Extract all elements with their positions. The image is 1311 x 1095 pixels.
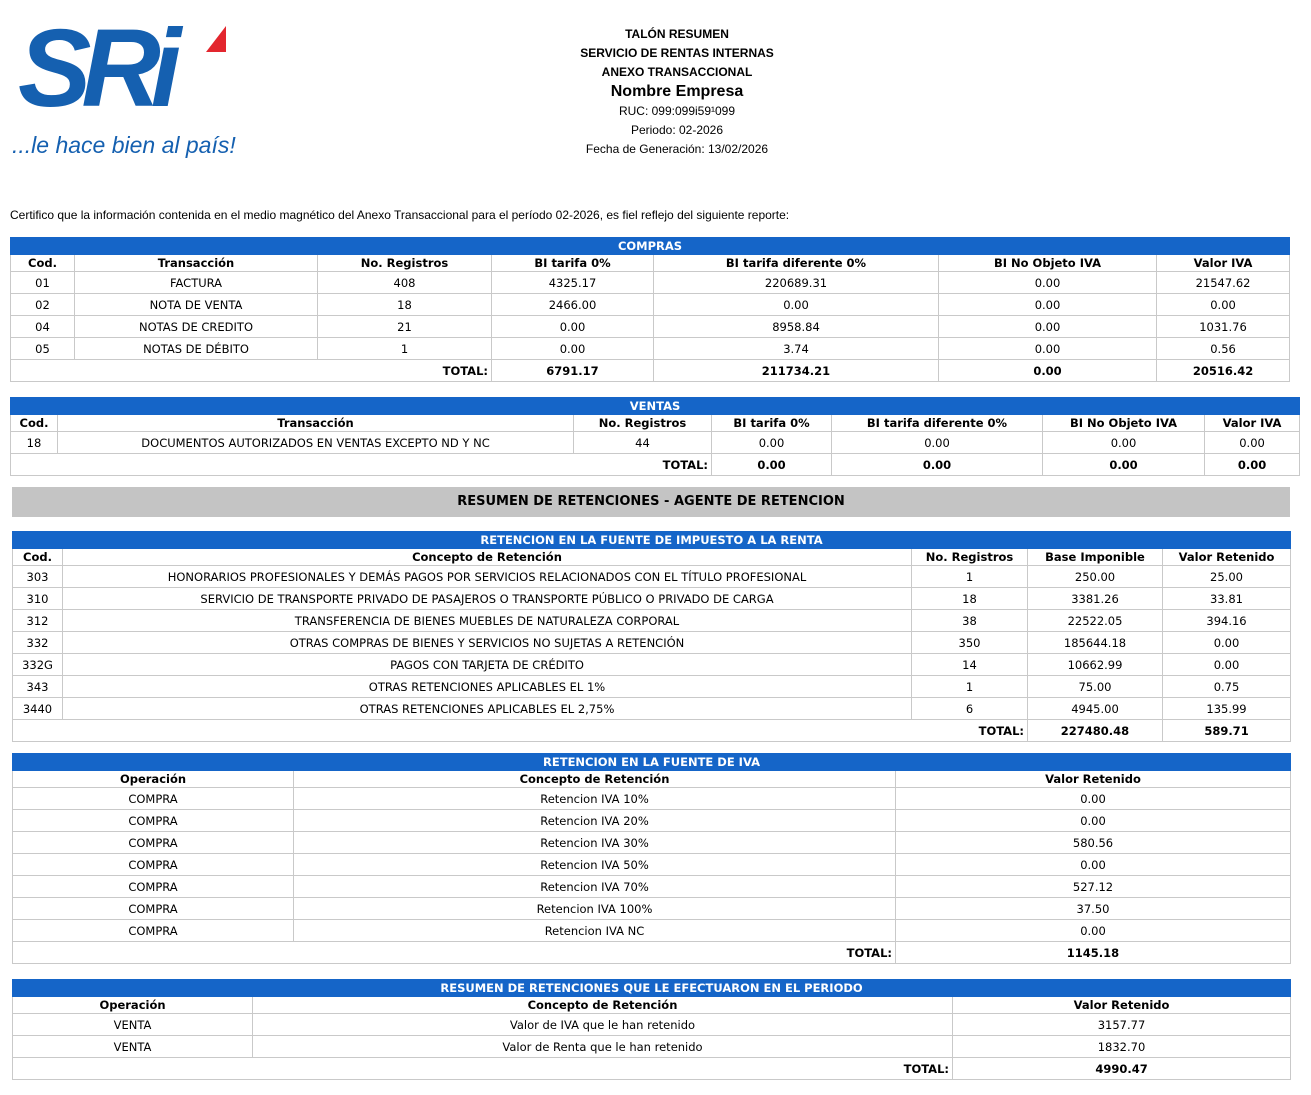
- efectuaron-cell: 3157.77: [953, 1014, 1291, 1036]
- compras-cell: 0.00: [939, 338, 1157, 360]
- retencion-renta-table: [12, 531, 1291, 742]
- ventas-cell: 0.00: [1205, 432, 1300, 454]
- compras-cell: 0.00: [492, 316, 654, 338]
- total-value: 4990.47: [953, 1058, 1291, 1080]
- efectuaron-cell: 1832.70: [953, 1036, 1291, 1058]
- renta-cell: 343: [13, 676, 63, 698]
- table-row: [13, 832, 1291, 854]
- renta-cell: 185644.18: [1028, 632, 1163, 654]
- renta-cell: 4945.00: [1028, 698, 1163, 720]
- compras-cell: 18: [318, 294, 492, 316]
- renta-header-row: [13, 549, 1291, 566]
- renta-cell: 135.99: [1163, 698, 1291, 720]
- iva-cell: COMPRA: [13, 920, 294, 942]
- iva-col-header: Valor Retenido: [896, 771, 1291, 788]
- renta-col-header: No. Registros: [912, 549, 1028, 566]
- compras-cell: 2466.00: [492, 294, 654, 316]
- efectuaron-col-header: Operación: [13, 997, 253, 1014]
- table-row: [13, 654, 1291, 676]
- ventas-col-header: BI No Objeto IVA: [1043, 415, 1205, 432]
- table-row: [11, 432, 1300, 454]
- table-row: [13, 810, 1291, 832]
- table-row: [13, 566, 1291, 588]
- renta-cell: OTRAS COMPRAS DE BIENES Y SERVICIOS NO SUJETAS A RETENCIÓN: [63, 632, 912, 654]
- renta-cell: 6: [912, 698, 1028, 720]
- renta-cell: OTRAS RETENCIONES APLICABLES EL 1%: [63, 676, 912, 698]
- compras-cell: 0.00: [1157, 294, 1290, 316]
- renta-col-header: Base Imponible: [1028, 549, 1163, 566]
- total-value: 211734.21: [654, 360, 939, 382]
- compras-cell: 4325.17: [492, 272, 654, 294]
- iva-cell: Retencion IVA 10%: [294, 788, 896, 810]
- retenciones-efectuadas-table: [12, 979, 1291, 1080]
- renta-cell: 310: [13, 588, 63, 610]
- ventas-col-header: BI tarifa 0%: [712, 415, 832, 432]
- renta-cell: 10662.99: [1028, 654, 1163, 676]
- compras-cell: 1031.76: [1157, 316, 1290, 338]
- ventas-cell: DOCUMENTOS AUTORIZADOS EN VENTAS EXCEPTO ND Y NC: [58, 432, 574, 454]
- renta-cell: TRANSFERENCIA DE BIENES MUEBLES DE NATURALEZA CORPORAL: [63, 610, 912, 632]
- total-label: TOTAL:: [912, 720, 1028, 742]
- efectuaron-cell: VENTA: [13, 1036, 253, 1058]
- report-title: TALÓN RESUMEN: [625, 27, 729, 41]
- table-row: [13, 698, 1291, 720]
- ventas-cell: 0.00: [712, 432, 832, 454]
- compras-col-header: BI No Objeto IVA: [939, 255, 1157, 272]
- renta-cell: PAGOS CON TARJETA DE CRÉDITO: [63, 654, 912, 676]
- compras-title: COMPRAS: [11, 238, 1290, 255]
- total-value: 0.00: [832, 454, 1043, 476]
- table-row: [11, 338, 1290, 360]
- total-label: TOTAL:: [253, 1058, 953, 1080]
- renta-cell: 3440: [13, 698, 63, 720]
- table-row: [11, 294, 1290, 316]
- table-row: [13, 898, 1291, 920]
- total-label: TOTAL:: [574, 454, 712, 476]
- resumen-retenciones-title: RESUMEN DE RETENCIONES - AGENTE DE RETENCION: [12, 487, 1290, 517]
- iva-cell: COMPRA: [13, 810, 294, 832]
- efectuaron-col-header: Valor Retenido: [953, 997, 1291, 1014]
- renta-cell: 38: [912, 610, 1028, 632]
- compras-cell: 1: [318, 338, 492, 360]
- renta-cell: 3381.26: [1028, 588, 1163, 610]
- compras-cell: 04: [11, 316, 75, 338]
- iva-cell: Retencion IVA 100%: [294, 898, 896, 920]
- renta-cell: OTRAS RETENCIONES APLICABLES EL 2,75%: [63, 698, 912, 720]
- iva-cell: Retencion IVA 70%: [294, 876, 896, 898]
- iva-title: RETENCION EN LA FUENTE DE IVA: [13, 754, 1291, 771]
- efectuaron-header-row: [13, 997, 1291, 1014]
- renta-cell: 332: [13, 632, 63, 654]
- ventas-col-header: BI tarifa diferente 0%: [832, 415, 1043, 432]
- iva-cell: Retencion IVA 30%: [294, 832, 896, 854]
- efectuaron-total-row: [13, 1058, 1291, 1080]
- ventas-title: VENTAS: [11, 398, 1300, 415]
- iva-cell: Retencion IVA 50%: [294, 854, 896, 876]
- compras-cell: 0.00: [939, 272, 1157, 294]
- compras-cell: 408: [318, 272, 492, 294]
- ventas-total-row: [11, 454, 1300, 476]
- ventas-col-header: Valor IVA: [1205, 415, 1300, 432]
- compras-cell: 21547.62: [1157, 272, 1290, 294]
- renta-cell: 75.00: [1028, 676, 1163, 698]
- company-name: Nombre Empresa: [610, 83, 744, 100]
- iva-cell: COMPRA: [13, 854, 294, 876]
- compras-col-header: Transacción: [75, 255, 318, 272]
- total-spacer: [13, 1058, 253, 1080]
- renta-cell: 250.00: [1028, 566, 1163, 588]
- ventas-table: [10, 397, 1300, 476]
- compras-cell: 0.00: [939, 294, 1157, 316]
- renta-cell: 14: [912, 654, 1028, 676]
- compras-cell: 8958.84: [654, 316, 939, 338]
- ventas-cell: 18: [11, 432, 58, 454]
- sri-logo: [10, 7, 236, 165]
- compras-cell: 0.00: [654, 294, 939, 316]
- table-row: [13, 920, 1291, 942]
- efectuaron-col-header: Concepto de Retención: [253, 997, 953, 1014]
- renta-cell: 394.16: [1163, 610, 1291, 632]
- table-row: [13, 676, 1291, 698]
- iva-cell: COMPRA: [13, 876, 294, 898]
- iva-cell: 0.00: [896, 810, 1291, 832]
- ventas-cell: 0.00: [1043, 432, 1205, 454]
- renta-cell: 1: [912, 566, 1028, 588]
- ventas-col-header: Cod.: [11, 415, 58, 432]
- compras-cell: 0.00: [492, 338, 654, 360]
- iva-cell: Retencion IVA NC: [294, 920, 896, 942]
- ventas-header-row: [11, 415, 1300, 432]
- compras-col-header: BI tarifa diferente 0%: [654, 255, 939, 272]
- compras-cell: 01: [11, 272, 75, 294]
- total-label: TOTAL:: [318, 360, 492, 382]
- renta-cell: 0.75: [1163, 676, 1291, 698]
- renta-cell: 0.00: [1163, 654, 1291, 676]
- renta-cell: 312: [13, 610, 63, 632]
- compras-cell: FACTURA: [75, 272, 318, 294]
- total-value: 227480.48: [1028, 720, 1163, 742]
- efectuaron-cell: VENTA: [13, 1014, 253, 1036]
- total-value: 589.71: [1163, 720, 1291, 742]
- iva-cell: COMPRA: [13, 788, 294, 810]
- iva-cell: COMPRA: [13, 898, 294, 920]
- efectuaron-cell: Valor de Renta que le han retenido: [253, 1036, 953, 1058]
- renta-cell: 332G: [13, 654, 63, 676]
- table-row: [11, 272, 1290, 294]
- iva-col-header: Operación: [13, 771, 294, 788]
- total-value: 6791.17: [492, 360, 654, 382]
- table-row: [13, 1014, 1291, 1036]
- compras-table: [10, 237, 1290, 382]
- renta-total-row: [13, 720, 1291, 742]
- certification-text: Certifico que la información contenida en el medio magnético del Anexo Transaccional para el período 02-2026, es fiel reflejo del siguiente reporte:: [10, 208, 790, 222]
- total-value: 1145.18: [896, 942, 1291, 964]
- compras-cell: NOTA DE VENTA: [75, 294, 318, 316]
- compras-cell: NOTAS DE DÉBITO: [75, 338, 318, 360]
- renta-cell: 33.81: [1163, 588, 1291, 610]
- institution-name: SERVICIO DE RENTAS INTERNAS: [580, 46, 774, 60]
- total-label: TOTAL:: [294, 942, 896, 964]
- total-spacer: [11, 360, 318, 382]
- renta-col-header: Concepto de Retención: [63, 549, 912, 566]
- renta-title: RETENCION EN LA FUENTE DE IMPUESTO A LA RENTA: [13, 532, 1291, 549]
- renta-col-header: Valor Retenido: [1163, 549, 1291, 566]
- ventas-col-header: Transacción: [58, 415, 574, 432]
- iva-cell: 527.12: [896, 876, 1291, 898]
- compras-cell: NOTAS DE CREDITO: [75, 316, 318, 338]
- efectuaron-title: RESUMEN DE RETENCIONES QUE LE EFECTUARON EN EL PERIODO: [13, 980, 1291, 997]
- renta-cell: 22522.05: [1028, 610, 1163, 632]
- renta-cell: 1: [912, 676, 1028, 698]
- table-row: [13, 876, 1291, 898]
- iva-cell: 580.56: [896, 832, 1291, 854]
- iva-cell: COMPRA: [13, 832, 294, 854]
- logo-tagline: ...le hace bien al país!: [12, 132, 236, 158]
- annex-name: ANEXO TRANSACCIONAL: [601, 65, 753, 79]
- compras-cell: 05: [11, 338, 75, 360]
- table-row: [13, 588, 1291, 610]
- ruc-line: RUC: 099:099i59¹099: [618, 104, 736, 118]
- renta-cell: 25.00: [1163, 566, 1291, 588]
- compras-cell: 0.00: [939, 316, 1157, 338]
- iva-cell: 0.00: [896, 788, 1291, 810]
- renta-cell: HONORARIOS PROFESIONALES Y DEMÁS PAGOS POR SERVICIOS RELACIONADOS CON EL TÍTULO PROFESIONAL: [63, 566, 912, 588]
- compras-header-row: [11, 255, 1290, 272]
- renta-cell: 350: [912, 632, 1028, 654]
- total-value: 0.00: [712, 454, 832, 476]
- table-row: [13, 788, 1291, 810]
- compras-col-header: No. Registros: [318, 255, 492, 272]
- iva-cell: Retencion IVA 20%: [294, 810, 896, 832]
- iva-cell: 37.50: [896, 898, 1291, 920]
- retencion-iva-table: [12, 753, 1291, 964]
- periodo-line: Periodo: 02-2026: [630, 123, 724, 137]
- renta-cell: 303: [13, 566, 63, 588]
- iva-cell: 0.00: [896, 920, 1291, 942]
- iva-header-row: [13, 771, 1291, 788]
- compras-total-row: [11, 360, 1290, 382]
- renta-cell: SERVICIO DE TRANSPORTE PRIVADO DE PASAJEROS O TRANSPORTE PÚBLICO O PRIVADO DE CARGA: [63, 588, 912, 610]
- report-header: [502, 25, 852, 159]
- table-row: [13, 610, 1291, 632]
- total-value: 0.00: [1205, 454, 1300, 476]
- table-row: [13, 1036, 1291, 1058]
- ventas-cell: 44: [574, 432, 712, 454]
- ventas-cell: 0.00: [832, 432, 1043, 454]
- fecha-line: Fecha de Generación: 13/02/2026: [585, 142, 769, 156]
- renta-col-header: Cod.: [13, 549, 63, 566]
- table-row: [13, 632, 1291, 654]
- compras-cell: 3.74: [654, 338, 939, 360]
- total-spacer: [13, 942, 294, 964]
- total-value: 0.00: [1043, 454, 1205, 476]
- table-row: [13, 854, 1291, 876]
- compras-cell: 21: [318, 316, 492, 338]
- compras-cell: 0.56: [1157, 338, 1290, 360]
- iva-col-header: Concepto de Retención: [294, 771, 896, 788]
- iva-total-row: [13, 942, 1291, 964]
- compras-col-header: BI tarifa 0%: [492, 255, 654, 272]
- ventas-col-header: No. Registros: [574, 415, 712, 432]
- total-spacer: [13, 720, 912, 742]
- compras-cell: 02: [11, 294, 75, 316]
- table-row: [11, 316, 1290, 338]
- total-value: 20516.42: [1157, 360, 1290, 382]
- logo-word: SRi: [18, 7, 172, 130]
- compras-cell: 220689.31: [654, 272, 939, 294]
- total-value: 0.00: [939, 360, 1157, 382]
- compras-col-header: Valor IVA: [1157, 255, 1290, 272]
- renta-cell: 18: [912, 588, 1028, 610]
- compras-col-header: Cod.: [11, 255, 75, 272]
- total-spacer: [11, 454, 574, 476]
- efectuaron-cell: Valor de IVA que le han retenido: [253, 1014, 953, 1036]
- iva-cell: 0.00: [896, 854, 1291, 876]
- renta-cell: 0.00: [1163, 632, 1291, 654]
- logo-accent-mark: [206, 26, 226, 52]
